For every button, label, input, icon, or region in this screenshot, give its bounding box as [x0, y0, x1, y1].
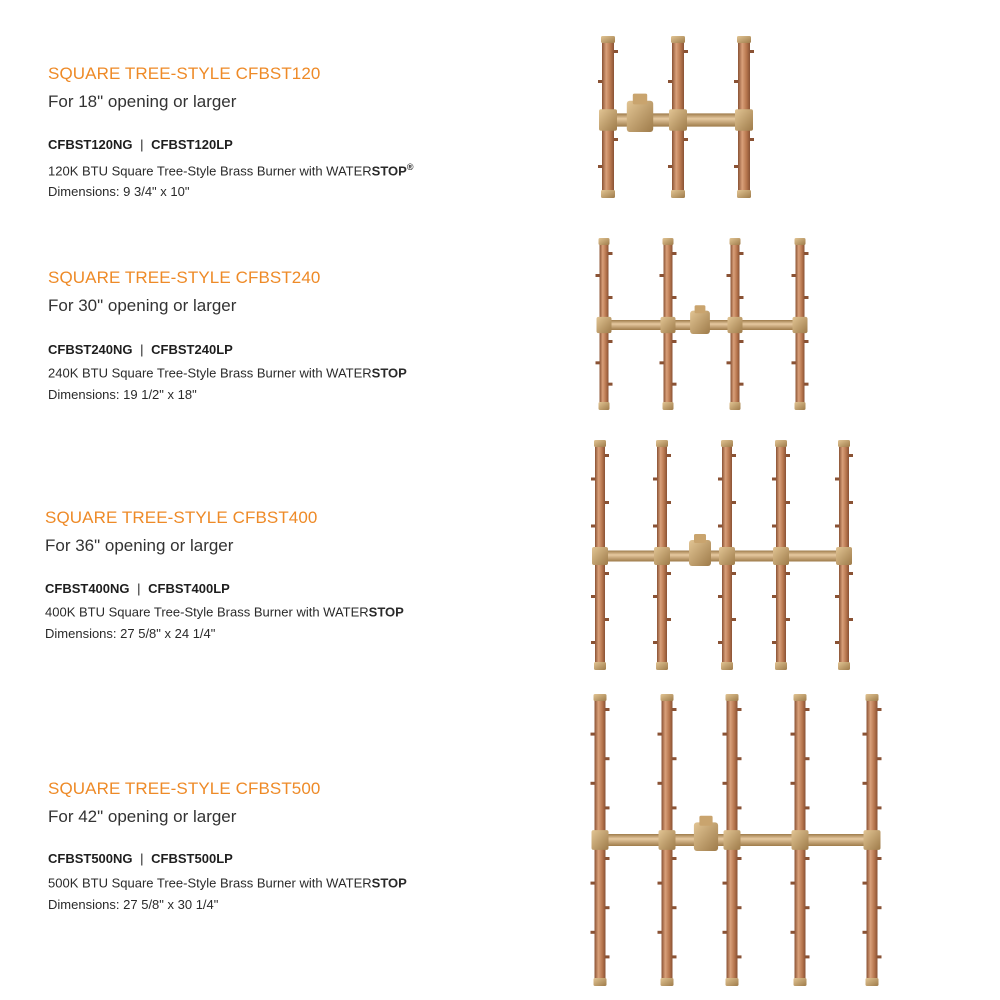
burner-jet	[772, 641, 776, 644]
burner-jet	[732, 454, 736, 457]
burner-jet	[614, 50, 618, 53]
description-text: 400K BTU Square Tree-Style Brass Burner with WATER	[45, 604, 369, 620]
burner-end-cap	[661, 978, 674, 986]
model-ng: CFBST240NG	[48, 342, 133, 357]
burner-jet	[609, 296, 613, 299]
burner-inlet-port	[695, 305, 706, 313]
burner-jet	[591, 733, 595, 736]
product-dimensions: Dimensions: 27 5/8" x 24 1/4"	[45, 626, 216, 641]
burner-tee-fitting	[728, 317, 743, 333]
burner-jet	[723, 882, 727, 885]
burner-jet	[805, 340, 809, 343]
burner-jet	[786, 572, 790, 575]
description-bold: STOP	[368, 604, 404, 620]
burner-jet	[835, 641, 839, 644]
burner-end-cap	[663, 402, 674, 410]
product-dimensions: Dimensions: 27 5/8" x 30 1/4"	[48, 897, 219, 912]
burner-end-cap	[594, 694, 607, 701]
burner-jet	[591, 478, 595, 481]
burner-jet	[660, 361, 664, 364]
product-dimensions: Dimensions: 9 3/4" x 10"	[48, 184, 190, 199]
burner-jet	[598, 80, 602, 83]
burner-jet	[673, 757, 677, 760]
burner-jet	[673, 252, 677, 255]
burner-end-cap	[599, 238, 610, 245]
burner-end-cap	[866, 694, 879, 701]
product-title: SQUARE TREE-STYLE CFBST120	[48, 64, 321, 83]
model-lp: CFBST400LP	[148, 581, 230, 596]
burner-end-cap	[726, 978, 739, 986]
burner-jet	[673, 906, 677, 909]
burner-jet	[791, 931, 795, 934]
product-title: SQUARE TREE-STYLE CFBST400	[45, 508, 318, 527]
burner-jet	[667, 618, 671, 621]
description-bold: STOP	[371, 365, 407, 381]
model-separator: |	[140, 851, 144, 866]
burner-tee-fitting	[654, 547, 670, 565]
burner-jet	[684, 138, 688, 141]
burner-jet	[738, 806, 742, 809]
burner-jet	[738, 955, 742, 958]
burner-end-cap	[601, 190, 615, 198]
burner-jet	[734, 80, 738, 83]
burner-jet	[806, 757, 810, 760]
burner-jet	[750, 50, 754, 53]
burner-jet	[835, 595, 839, 598]
burner-jet	[792, 274, 796, 277]
burner-tee-fitting	[669, 109, 687, 131]
burner-jet	[591, 882, 595, 885]
burner-end-cap	[737, 36, 751, 43]
burner-jet	[792, 361, 796, 364]
model-separator: |	[140, 137, 144, 152]
burner-jet	[673, 955, 677, 958]
burner-end-cap	[656, 440, 668, 447]
burner-jet	[835, 478, 839, 481]
burner-tee-fitting	[659, 830, 676, 850]
burner-jet	[727, 274, 731, 277]
burner-jet	[658, 931, 662, 934]
burner-jet	[606, 806, 610, 809]
product-opening: For 18" opening or larger	[48, 92, 237, 111]
burner-jet	[658, 733, 662, 736]
burner-jet	[805, 383, 809, 386]
burner-end-cap	[838, 440, 850, 447]
burner-jet	[673, 857, 677, 860]
product-opening: For 42" opening or larger	[48, 807, 237, 826]
burner-jet	[772, 595, 776, 598]
burner-jet	[723, 733, 727, 736]
model-ng: CFBST500NG	[48, 851, 133, 866]
burner-end-cap	[794, 694, 807, 701]
burner-tee-fitting	[724, 830, 741, 850]
burner-jet	[609, 340, 613, 343]
model-lp: CFBST120LP	[151, 137, 233, 152]
burner-jet	[673, 806, 677, 809]
burner-jet	[791, 882, 795, 885]
burner-jet	[786, 454, 790, 457]
burner-inlet-port	[694, 534, 706, 543]
burner-tee-fitting	[836, 547, 852, 565]
burner-jet	[718, 595, 722, 598]
burner-jet	[605, 618, 609, 621]
model-lp: CFBST500LP	[151, 851, 233, 866]
product-title: SQUARE TREE-STYLE CFBST500	[48, 779, 321, 798]
burner-jet	[673, 383, 677, 386]
burner-jet	[805, 296, 809, 299]
burner-jet	[605, 454, 609, 457]
burner-jet	[591, 782, 595, 785]
burner-end-cap	[737, 190, 751, 198]
burner-tee-fitting	[735, 109, 753, 131]
burner-jet	[806, 708, 810, 711]
burner-jet	[609, 252, 613, 255]
burner-end-cap	[795, 402, 806, 410]
burner-jet	[596, 274, 600, 277]
burner-jet	[740, 252, 744, 255]
burner-inlet-port	[633, 94, 647, 105]
burner-jet	[614, 138, 618, 141]
burner-jet	[740, 296, 744, 299]
burner-jet	[738, 757, 742, 760]
model-separator: |	[140, 342, 144, 357]
burner-jet	[878, 708, 882, 711]
product-opening: For 36" opening or larger	[45, 536, 234, 555]
burner-jet	[772, 478, 776, 481]
burner-end-cap	[663, 238, 674, 245]
burner-jet	[849, 572, 853, 575]
description-text: 120K BTU Square Tree-Style Brass Burner with WATER	[48, 163, 372, 179]
burner-jet	[878, 857, 882, 860]
burner-end-cap	[866, 978, 879, 986]
burner-end-cap	[775, 440, 787, 447]
trademark-mark: ®	[406, 162, 414, 172]
burner-end-cap	[594, 440, 606, 447]
burner-jet	[806, 857, 810, 860]
burner-jet	[609, 383, 613, 386]
burner-jet	[673, 296, 677, 299]
burner-end-cap	[721, 440, 733, 447]
burner-end-cap	[795, 238, 806, 245]
burner-jet	[863, 782, 867, 785]
burner-jet	[786, 618, 790, 621]
burner-jet	[878, 757, 882, 760]
burner-jet	[653, 641, 657, 644]
burner-jet	[673, 708, 677, 711]
burner-jet	[667, 572, 671, 575]
model-separator: |	[137, 581, 141, 596]
burner-jet	[718, 525, 722, 528]
burner-jet	[723, 931, 727, 934]
burner-jet	[660, 274, 664, 277]
burner-jet	[653, 525, 657, 528]
burner-jet	[732, 501, 736, 504]
burner-jet	[732, 618, 736, 621]
burner-end-cap	[794, 978, 807, 986]
burner-jet	[738, 857, 742, 860]
burner-tee-fitting	[792, 830, 809, 850]
burner-jet	[606, 857, 610, 860]
burner-jet	[849, 618, 853, 621]
burner-jet	[791, 733, 795, 736]
burner-jet	[806, 955, 810, 958]
product-opening: For 30" opening or larger	[48, 296, 237, 315]
burner-end-cap	[838, 662, 850, 670]
burner-jet	[738, 708, 742, 711]
burner-jet	[863, 931, 867, 934]
model-lp: CFBST240LP	[151, 342, 233, 357]
burner-jet	[591, 525, 595, 528]
burner-tee-fitting	[592, 830, 609, 850]
burner-end-cap	[594, 978, 607, 986]
burner-jet	[806, 806, 810, 809]
burner-jet	[835, 525, 839, 528]
burner-tee-fitting	[793, 317, 808, 333]
burner-inlet-valve	[690, 311, 710, 334]
burner-tee-fitting	[773, 547, 789, 565]
burner-jet	[591, 595, 595, 598]
burner-inlet-valve	[689, 540, 711, 566]
burner-jet	[849, 501, 853, 504]
burner-tee-fitting	[864, 830, 881, 850]
burner-jet	[591, 641, 595, 644]
burner-jet	[849, 454, 853, 457]
burner-tee-fitting	[599, 109, 617, 131]
burner-jet	[718, 478, 722, 481]
burner-jet	[667, 501, 671, 504]
burner-jet	[605, 501, 609, 504]
burner-end-cap	[594, 662, 606, 670]
burner-end-cap	[730, 238, 741, 245]
product-title: SQUARE TREE-STYLE CFBST240	[48, 268, 321, 287]
burner-jet	[805, 252, 809, 255]
burner-jet	[667, 454, 671, 457]
burner-end-cap	[726, 694, 739, 701]
burner-jet	[772, 525, 776, 528]
burner-jet	[727, 361, 731, 364]
burner-jet	[606, 906, 610, 909]
description-bold: STOP	[371, 875, 407, 891]
burner-end-cap	[721, 662, 733, 670]
burner-jet	[668, 165, 672, 168]
description-bold: STOP	[371, 163, 407, 179]
burner-end-cap	[671, 36, 685, 43]
burner-jet	[750, 138, 754, 141]
burner-jet	[740, 340, 744, 343]
burner-jet	[740, 383, 744, 386]
burner-jet	[718, 641, 722, 644]
burner-jet	[653, 478, 657, 481]
burner-jet	[606, 757, 610, 760]
burner-jet	[606, 708, 610, 711]
burner-tee-fitting	[661, 317, 676, 333]
burner-jet	[605, 572, 609, 575]
burner-end-cap	[730, 402, 741, 410]
model-ng: CFBST120NG	[48, 137, 133, 152]
burner-jet	[806, 906, 810, 909]
burner-jet	[863, 733, 867, 736]
burner-jet	[596, 361, 600, 364]
burner-jet	[786, 501, 790, 504]
burner-jet	[673, 340, 677, 343]
burner-jet	[791, 782, 795, 785]
burner-jet	[723, 782, 727, 785]
burner-jet	[684, 50, 688, 53]
burner-inlet-port	[699, 816, 712, 826]
burner-inlet-valve	[627, 101, 653, 132]
burner-jet	[878, 906, 882, 909]
burner-jet	[863, 882, 867, 885]
burner-jet	[653, 595, 657, 598]
burner-jet	[738, 906, 742, 909]
burner-end-cap	[671, 190, 685, 198]
burner-jet	[668, 80, 672, 83]
burner-jet	[878, 806, 882, 809]
burner-end-cap	[775, 662, 787, 670]
description-text: 240K BTU Square Tree-Style Brass Burner with WATER	[48, 365, 372, 381]
burner-end-cap	[599, 402, 610, 410]
burner-jet	[878, 955, 882, 958]
burner-end-cap	[661, 694, 674, 701]
burner-jet	[598, 165, 602, 168]
burner-jet	[658, 782, 662, 785]
burner-inlet-valve	[694, 822, 718, 851]
burner-jet	[732, 572, 736, 575]
burner-end-cap	[656, 662, 668, 670]
burner-tee-fitting	[592, 547, 608, 565]
burner-tee-fitting	[719, 547, 735, 565]
product-dimensions: Dimensions: 19 1/2" x 18"	[48, 387, 197, 402]
burner-jet	[658, 882, 662, 885]
model-ng: CFBST400NG	[45, 581, 130, 596]
description-text: 500K BTU Square Tree-Style Brass Burner with WATER	[48, 875, 372, 891]
burner-end-cap	[601, 36, 615, 43]
burner-jet	[734, 165, 738, 168]
burner-jet	[591, 931, 595, 934]
burner-jet	[606, 955, 610, 958]
burner-tee-fitting	[597, 317, 612, 333]
